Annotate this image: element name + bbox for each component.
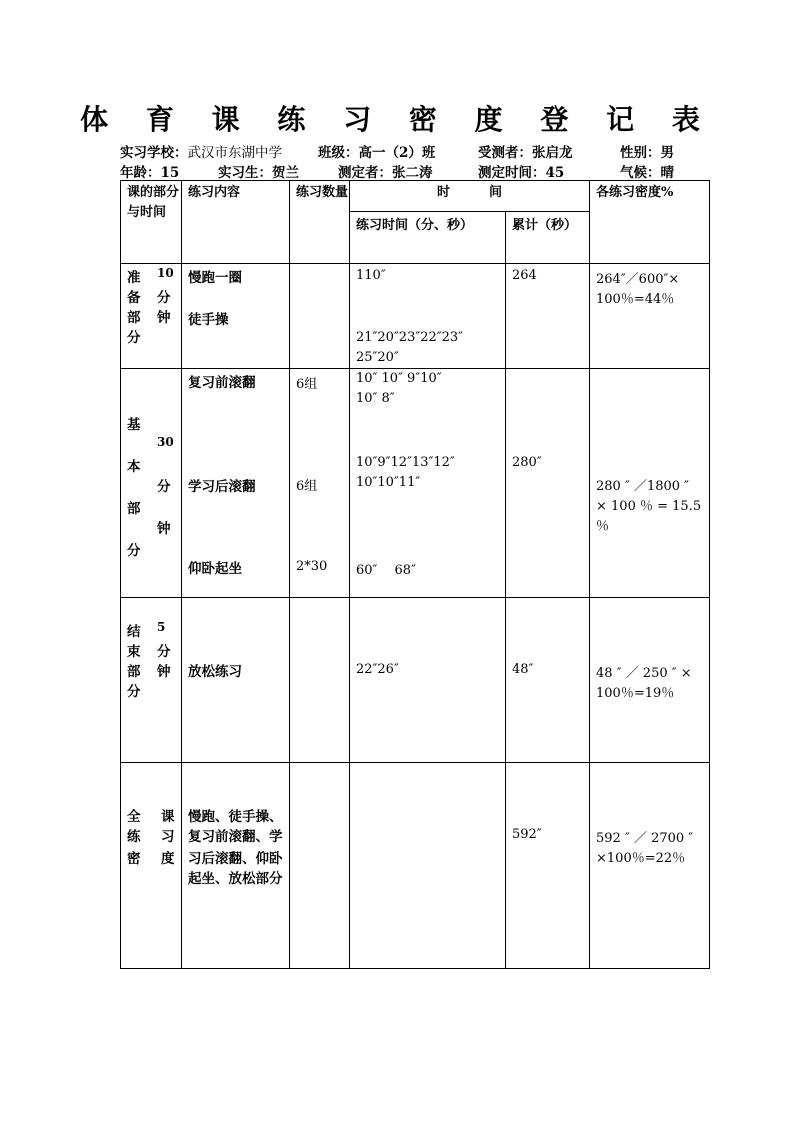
basic-time-cell: 10″ 10″ 9″10″ 10″ 8″ 10″9″12″13″12″ 10″10″11″ 60″ 68″ <box>350 369 506 598</box>
density-table <box>120 180 710 969</box>
header-density: 各练习密度% <box>590 181 710 264</box>
table-row <box>121 369 710 598</box>
total-part-cell: 全 练 密 课 习 度 <box>121 763 182 969</box>
total-time-cell <box>350 763 506 969</box>
header-practice-time: 练习时间（分、秒） <box>350 212 506 264</box>
basic-part-cell: 基 本 部 分 30 分 钟 <box>121 369 182 598</box>
total-density-cell: 592 ″ ／ 2700 ″ ×100％=22％ <box>590 763 710 969</box>
prep-density-cell: 264″／600″× 100％=44％ <box>590 264 710 369</box>
header-content: 练习内容 <box>182 181 290 264</box>
header-time: 时 间 <box>350 181 590 212</box>
weather-field: 气候：晴 <box>620 165 674 181</box>
basic-density-cell: 280 ″ ／1800 ″ × 100 ％ = 15.5 ％ <box>590 369 710 598</box>
end-cumulative-cell: 48″ <box>506 598 590 763</box>
end-density-cell: 48 ″ ／ 250 ″ × 100％=19％ <box>590 598 710 763</box>
table-row <box>121 264 710 369</box>
table-row <box>121 598 710 763</box>
page-title: 体 育 课 练 习 密 度 登 记 表 <box>80 103 714 136</box>
total-content-cell: 慢跑、徒手操、 复习前滚翻、学 习后滚翻、仰卧 起坐、放松部分 <box>182 763 290 969</box>
header-part: 课的部分与时间 <box>121 181 182 264</box>
basic-quantity-cell: 6组 6组 2*30 <box>290 369 350 598</box>
end-content-cell: 放松练习 <box>182 598 290 763</box>
basic-cumulative-cell: 280″ <box>506 369 590 598</box>
prep-quantity-cell <box>290 264 350 369</box>
test-time-field: 测定时间：45 <box>478 165 565 181</box>
total-cumulative-cell: 592″ <box>506 763 590 969</box>
prep-cumulative-cell: 264 <box>506 264 590 369</box>
gender-field: 性别：男 <box>620 145 674 161</box>
class-field: 班级：高一（2）班 <box>318 145 436 161</box>
header-quantity: 练习数量 <box>290 181 350 264</box>
prep-part-cell: 准 备 部 分 10 分 钟 <box>121 264 182 369</box>
intern-field: 实习生：贺兰 <box>218 165 299 181</box>
end-part-cell: 结 束 部 分 5 分 钟 <box>121 598 182 763</box>
tester-field: 测定者：张二涛 <box>338 165 433 181</box>
end-quantity-cell <box>290 598 350 763</box>
end-time-cell: 22″26″ <box>350 598 506 763</box>
header-cumulative: 累计（秒） <box>506 212 590 264</box>
prep-content-cell: 慢跑一圈 徒手操 <box>182 264 290 369</box>
school-field: 实习学校：武汉市东湖中学 <box>120 145 282 161</box>
subject-field: 受测者：张启龙 <box>478 145 573 161</box>
table-row <box>121 763 710 969</box>
prep-time-cell: 110″ 21″20″23″22″23″ 25″20″ <box>350 264 506 369</box>
basic-content-cell: 复习前滚翻 学习后滚翻 仰卧起坐 <box>182 369 290 598</box>
total-quantity-cell <box>290 763 350 969</box>
age-field: 年龄：15 <box>120 165 180 181</box>
